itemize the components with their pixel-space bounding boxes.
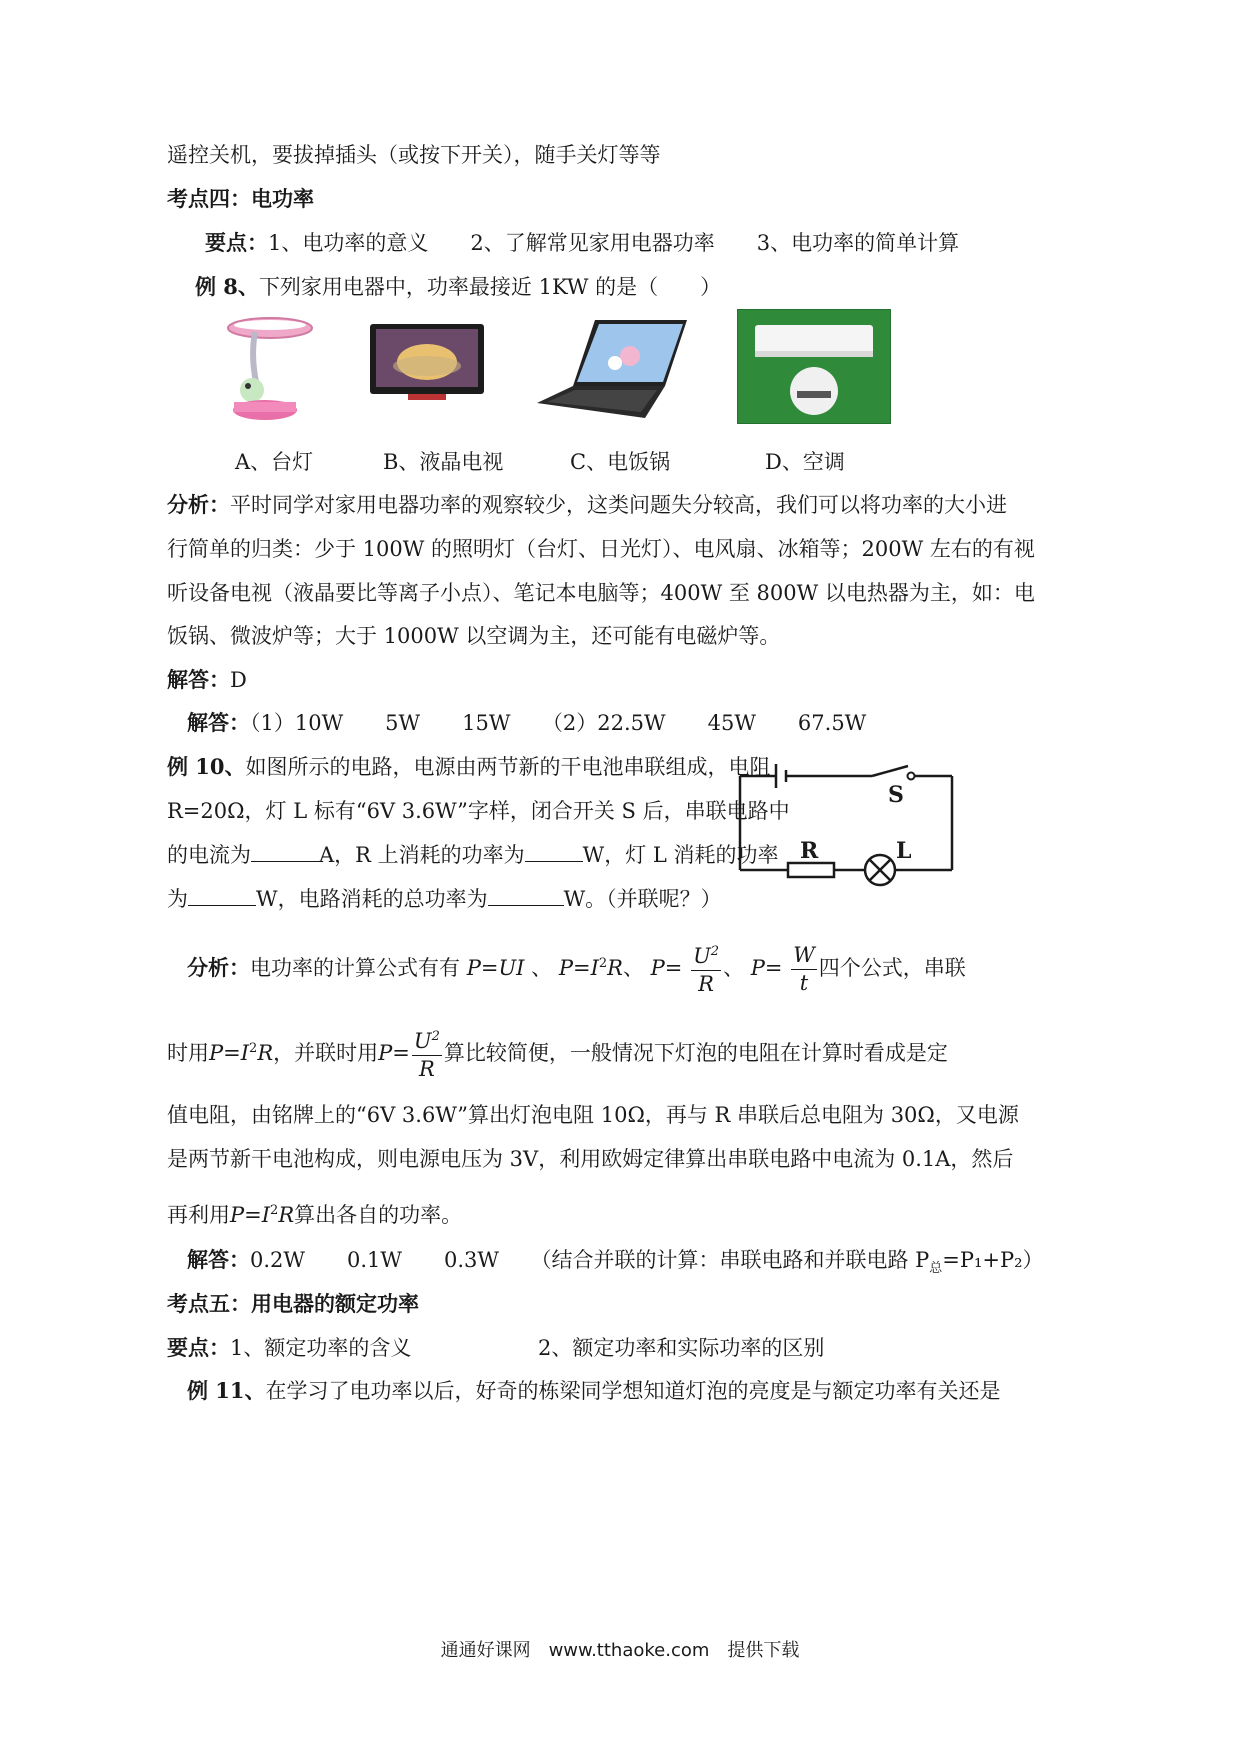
example-8-question xyxy=(195,272,721,302)
answer-blank[interactable] xyxy=(525,839,583,862)
lcd-tv-image xyxy=(368,322,486,402)
analysis-line: 饭锅、微波炉等；大于 1000W 以空调为主，还可能有电磁炉等。 xyxy=(167,624,781,648)
label: 解答： xyxy=(167,667,230,692)
formula-symbol: P xyxy=(466,956,481,980)
formula-symbol: R xyxy=(418,1056,435,1081)
text: W。（并联呢？） xyxy=(563,887,722,911)
formula-exponent: 2 xyxy=(249,1041,258,1056)
formula-symbol: P xyxy=(378,1041,393,1065)
formula-symbol: = xyxy=(244,1203,262,1227)
analysis-line: 值电阻，由铭牌上的“6V 3.6W”算出灯泡电阻 10Ω，再与 R 串联后总电阻为 30Ω，又电源 xyxy=(167,1103,1019,1127)
resistor-label: R xyxy=(800,838,819,864)
label: 要点： xyxy=(167,1335,230,1360)
formula-symbol: P xyxy=(230,1203,245,1227)
answer-text: D xyxy=(230,668,247,692)
text: 电功率的计算公式有有 xyxy=(250,956,460,980)
answer-blank[interactable] xyxy=(488,883,564,906)
separator: 、 xyxy=(531,956,553,980)
formula-symbol: P xyxy=(750,956,765,980)
lamp-label: L xyxy=(896,838,912,864)
analysis-line xyxy=(167,490,1007,520)
formula-exponent: 2 xyxy=(431,1028,440,1044)
label: 例 11、 xyxy=(187,1378,266,1403)
analysis-formula-line xyxy=(167,1196,462,1230)
answer-blank[interactable] xyxy=(251,839,319,862)
page-footer: 通通好课网 www.tthaoke.com 提供下载 xyxy=(440,1640,800,1661)
label: 解答： xyxy=(187,1247,250,1272)
question-text: 如图所示的电路，电源由两节新的干电池串联组成，电阻 xyxy=(245,755,771,779)
example-11-line xyxy=(187,1376,1001,1406)
label: 解答： xyxy=(187,710,250,735)
question-text: 下列家用电器中，功率最接近 1KW 的是（ ） xyxy=(258,275,722,299)
switch-label: S xyxy=(888,782,904,808)
answer-line xyxy=(187,708,866,738)
formula-exponent: 2 xyxy=(710,943,720,959)
formula-symbol: U xyxy=(413,1028,432,1053)
formula-symbol: = xyxy=(664,956,683,980)
formula-exponent: 2 xyxy=(598,956,608,971)
formula-symbol: = xyxy=(764,956,783,980)
analysis-formula-line xyxy=(187,942,966,995)
option-a: A、台灯 xyxy=(235,450,314,474)
separator: 、 xyxy=(622,956,644,980)
laptop-image xyxy=(535,318,690,423)
formula-symbol: I xyxy=(590,956,599,980)
example-10-line: R=20Ω，灯 L 标有“6V 3.6W”字样，闭合开关 S 后，串联电路中 xyxy=(167,799,790,823)
label: 例 8、 xyxy=(195,274,259,299)
formula-symbol: = xyxy=(223,1041,241,1065)
formula-exponent: 2 xyxy=(270,1203,279,1218)
desk-lamp-image xyxy=(200,310,320,425)
formula-symbol: P xyxy=(209,1041,224,1065)
formula-symbol: R xyxy=(257,1041,274,1065)
key-points-line xyxy=(167,1333,411,1363)
label: 分析： xyxy=(167,492,230,517)
text: 为 xyxy=(167,887,188,911)
text: ，并联时用 xyxy=(273,1041,379,1065)
fraction-w-t xyxy=(791,945,817,994)
text-line: 遥控关机，要拔掉插头（或按下开关），随手关灯等等 xyxy=(167,143,661,167)
formula-symbol: = xyxy=(392,1041,410,1065)
subscript: 总 xyxy=(929,1261,943,1277)
text: 的电流为 xyxy=(167,843,251,867)
formula-symbol: = xyxy=(480,956,499,980)
analysis-text: 平时同学对家用电器功率的观察较少，这类问题失分较高，我们可以将功率的大小进 xyxy=(230,493,1007,517)
formula-symbol: t xyxy=(799,971,809,995)
fraction-u2-r xyxy=(691,945,721,995)
example-10-line xyxy=(167,839,779,870)
answer-line xyxy=(167,665,247,695)
formula-symbol: R xyxy=(607,956,623,980)
text: 算比较简便，一般情况下灯泡的电阻在计算时看成是定 xyxy=(443,1041,948,1065)
air-conditioner-image xyxy=(737,309,891,424)
answer-text: （1）10W 5W 15W （2）22.5W 45W 67.5W xyxy=(250,711,867,735)
label: 例 10、 xyxy=(167,754,246,779)
answer-blank[interactable] xyxy=(188,883,256,906)
analysis-line: 行简单的归类：少于 100W 的照明灯（台灯、日光灯）、电风扇、冰箱等；200W 左右的有视 xyxy=(167,537,1035,561)
answer-text: 0.2W 0.1W 0.3W （结合并联的计算：串联电路和并联电路 P xyxy=(250,1248,930,1272)
key-points-text: 1、电功率的意义 2、了解常见家用电器功率 3、电功率的简单计算 xyxy=(268,231,960,255)
text: W，电路消耗的总功率为 xyxy=(256,887,488,911)
formula-symbol: P xyxy=(650,956,665,980)
example-10-line xyxy=(167,883,722,914)
text: 算出各自的功率。 xyxy=(294,1203,463,1227)
option-c: C、电饭锅 xyxy=(570,450,671,474)
formula-symbol: = xyxy=(572,956,591,980)
example-10-line xyxy=(167,752,771,782)
answer-text: =P₁+P₂） xyxy=(942,1248,1044,1272)
key-points-line xyxy=(205,228,959,258)
text: 时用 xyxy=(167,1041,209,1065)
circuit-diagram xyxy=(736,762,958,890)
text: 再利用 xyxy=(167,1203,230,1227)
formula-symbol: UI xyxy=(498,956,525,980)
formula-symbol: U xyxy=(693,943,711,968)
formula-symbol: I xyxy=(240,1041,250,1065)
separator: 、 xyxy=(723,956,745,980)
text: W，灯 L 消耗的功率 xyxy=(582,843,779,867)
question-text: 在学习了电功率以后，好奇的栋梁同学想知道灯泡的亮度是与额定功率有关还是 xyxy=(265,1379,1001,1403)
section-heading-kp5: 考点五：用电器的额定功率 xyxy=(167,1291,419,1316)
analysis-formula-line xyxy=(167,1027,948,1080)
formula-symbol: R xyxy=(278,1203,295,1227)
key-point-2: 2、额定功率和实际功率的区别 xyxy=(538,1336,825,1360)
option-d: D、空调 xyxy=(765,450,845,474)
text: A，R 上消耗的功率为 xyxy=(319,843,525,867)
formula-symbol: P xyxy=(558,956,573,980)
answer-line xyxy=(187,1245,1044,1284)
option-b: B、液晶电视 xyxy=(383,450,504,474)
key-point-1: 1、额定功率的含义 xyxy=(230,1336,412,1360)
label: 要点： xyxy=(205,230,268,255)
analysis-line: 是两节新干电池构成，则电源电压为 3V，利用欧姆定律算出串联电路中电流为 0.1A，然后 xyxy=(167,1147,1014,1171)
formula-symbol: R xyxy=(698,971,714,996)
section-heading-kp4: 考点四：电功率 xyxy=(167,186,314,211)
analysis-line: 听设备电视（液晶要比等离子小点）、笔记本电脑等；400W 至 800W 以电热器为主，如：电 xyxy=(167,581,1035,605)
formula-symbol: W xyxy=(791,945,817,970)
label: 分析： xyxy=(187,955,250,980)
text: 四个公式，串联 xyxy=(818,956,966,980)
fraction-u2-r xyxy=(412,1030,442,1080)
formula-symbol: I xyxy=(261,1203,271,1227)
